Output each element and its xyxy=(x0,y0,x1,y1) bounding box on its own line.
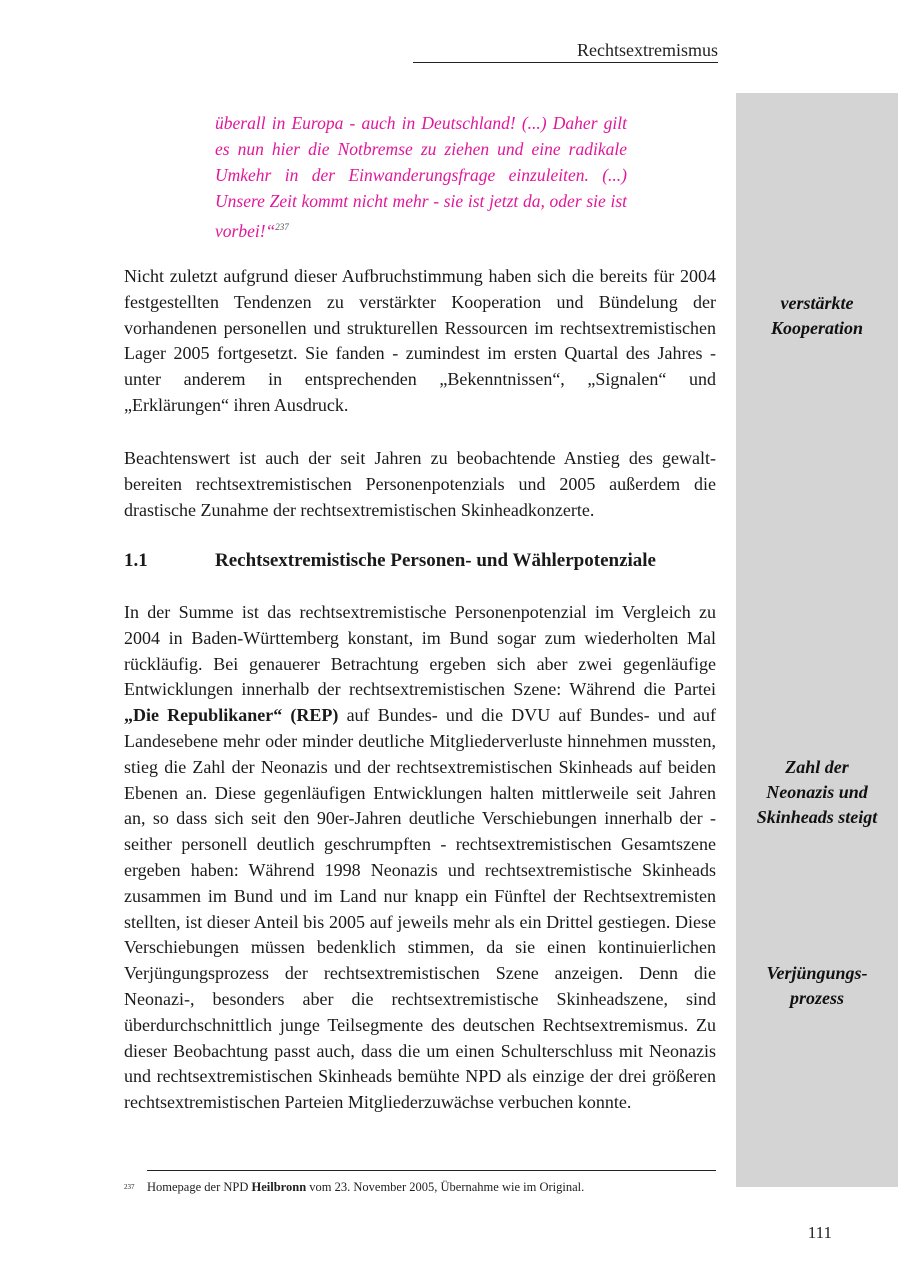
footnote-rule xyxy=(147,1170,716,1171)
section-title: Rechtsextremistische Personen- und Wählerpotenziale xyxy=(215,550,656,571)
margin-note-line: prozess xyxy=(789,988,844,1008)
margin-note-line: Kooperation xyxy=(770,318,863,338)
paragraph-3-text-b: auf Bundes- und die DVU auf Bundes- und auf Landesebene mehr oder minder deutliche Mitgliederverluste hinnehmen mussten, stieg die Zahl der Neonazis und der rechtsextremistischen Skinheads auf beiden Ebenen an. Diese gegenläufigen Entwicklungen halten mittlerweile seit Jahren an, so dass sich seit den 90er-Jahren deutliche Verschiebungen innerhalb der - seither personell deutlich geschrumpften - rechtsextremistischen Gesamtszene ergeben haben: Während 1998 Neonazis und rechtsextremistische Skinheads zusammen im Bund und im Land nur knapp ein Fünftel der Rechtsextremisten stellten, ist dieser Anteil bis 2005 auf jeweils mehr als ein Drittel gestiegen. Diese Verschiebungen müssen bedenklich stimmen, da sie einen kontinuierlichen Verjüngungsprozess der rechtsextremistischen Szene anzeigen. Denn die Neonazi-, besonders aber die rechtsextremistische Skinheadszene, sind überdurchschnittlich junge Teilsegmente des deutschen Rechtsextremismus. Zu dieser Beobachtung passt auch, dass die um einen Schulterschluss mit Neonazis und rechtsextremistischen Skinheads bemühte NPD als einzige der drei größeren rechtsextremistischen Parteien Mitgliederzuwächse verbuchen konnte. xyxy=(124,705,716,1113)
quote-text: überall in Europa - auch in Deutschland! (...) Daher gilt es nun hier die Notbremse zu ziehen und eine radikale Umkehr in der Einwanderungsfrage einzuleiten. (...) Unsere Zeit kommt nicht mehr - sie ist jetzt da, oder sie ist vorbei!“ xyxy=(215,113,627,241)
margin-note-line: Zahl der xyxy=(785,757,849,777)
quote-footnote-ref: 237 xyxy=(275,222,289,232)
section-heading xyxy=(124,548,716,574)
footnote-text-a: Homepage der NPD xyxy=(147,1180,252,1194)
header-title: Rechtsextremismus xyxy=(577,40,718,60)
page-number: 111 xyxy=(807,1223,832,1242)
quote-block xyxy=(215,110,627,244)
paragraph-2: Beachtenswert ist auch der seit Jahren zu beobachtende Anstieg des gewaltbereiten rechtsextremistischen Personenpotenzials und 2005 außerdem die drastische Zunahme der rechtsextremistischen Skinheadkonzerte. xyxy=(124,448,716,520)
margin-note-line: verstärkte xyxy=(780,293,854,313)
footnote-text-b: vom 23. November 2005, Übernahme wie im Original. xyxy=(306,1180,585,1194)
margin-note-neonazis xyxy=(736,755,898,830)
footnote-bold: Heilbronn xyxy=(251,1180,307,1194)
margin-sidebar xyxy=(736,93,898,1187)
paragraph-1: Nicht zuletzt aufgrund dieser Aufbruchstimmung haben sich die bereits für 2004 festgestellten Tendenzen zu verstärkter Kooperation und Bündelung der vorhandenen personellen und strukturellen Ressourcen im rechtsextremistischen Lager 2005 fortgesetzt. Sie fanden - zumindest im ersten Quartal des Jahres - unter anderem in entsprechenden „Bekenntnissen“, „Signalen“ und „Erklärungen“ ihren Ausdruck. xyxy=(124,266,716,415)
margin-note-line: Verjüngungs- xyxy=(766,963,868,983)
paragraph-3 xyxy=(124,600,716,1116)
margin-note-kooperation xyxy=(736,291,898,341)
party-name-bold: „Die Republikaner“ (REP) xyxy=(124,705,339,726)
footnote-number: 237 xyxy=(124,1183,135,1191)
margin-note-verjuengung xyxy=(736,961,898,1011)
paragraph-3-text-a: In der Summe ist das rechtsextremistische Personenpotenzial im Vergleich zu 2004 in Baden-Württemberg konstant, im Bund sogar zum wiederholten Mal rückläufig. Bei genauerer Betrachtung ergeben sich aber zwei gegenläufige Entwicklungen innerhalb der rechtsextremistischen Szene: Während die Partei xyxy=(124,602,716,700)
header-rule xyxy=(413,62,718,63)
margin-note-line: Neonazis und xyxy=(766,782,868,802)
footnote xyxy=(124,1179,716,1195)
section-number: 1.1 xyxy=(124,550,148,571)
margin-note-line: Skinheads steigt xyxy=(756,807,878,827)
